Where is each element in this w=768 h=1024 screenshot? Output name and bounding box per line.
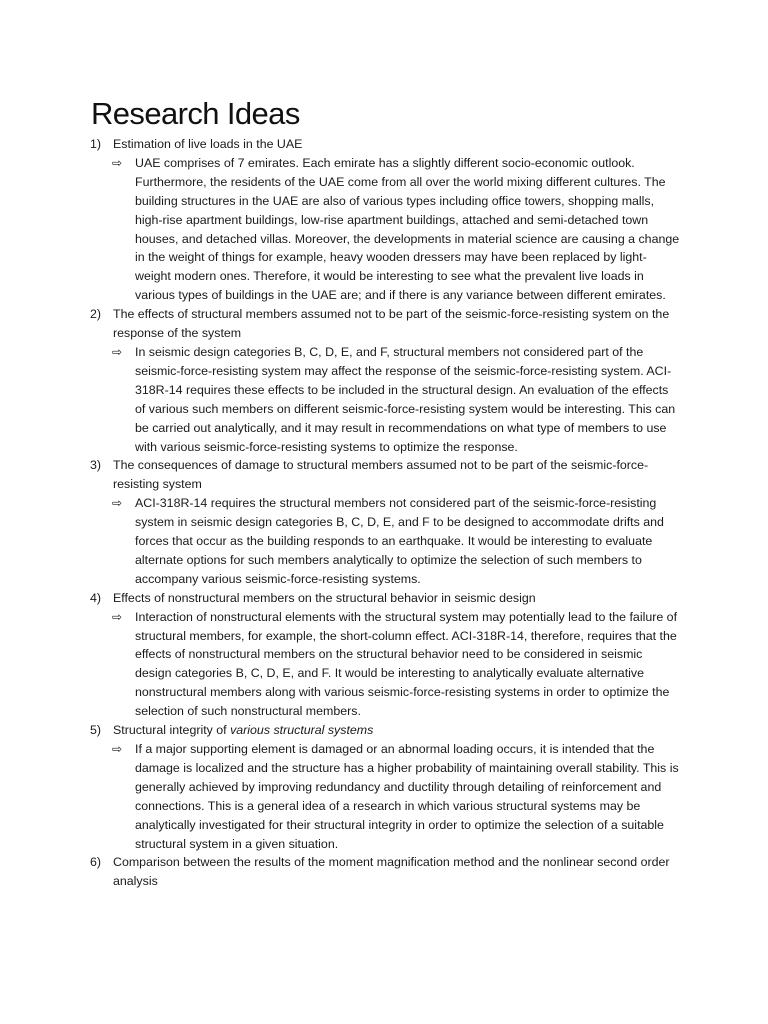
item-text: In seismic design categories B, C, D, E, and F, structural members not considered part of the seismic-force-resisting system may affect the response of the seismic-force-resisting system. ACI-318R-14 requires these effects to be included in the structural design. An evaluation of the effects of various such members on different seismic-force-resisting system would be interesting. This can be carried out analytically, and it may result in recommendations on what type of members to use with various seismic-force-resisting systems to optimize the response. <box>135 344 676 454</box>
item-description <box>0 494 681 589</box>
item-description <box>0 343 681 456</box>
item-heading: The effects of structural members assumed not to be part of the seismic-force-resisting system on the response of the system <box>113 307 670 341</box>
research-list <box>0 135 768 891</box>
list-item <box>0 853 677 891</box>
list-item <box>0 305 677 343</box>
arrow-icon: ⇨ <box>112 742 123 756</box>
list-item <box>0 721 677 740</box>
item-number: 2) <box>90 307 102 322</box>
item-number: 3) <box>90 458 102 473</box>
item-description <box>0 740 681 853</box>
item-text: UAE comprises of 7 emirates. Each emirate has a slightly different socio-economic outlook. Furthermore, the residents of the UAE come from all over the world mixing different cultures. The building structures in the UAE are also of various types including office towers, shopping malls, high-rise apartment buildings, low-rise apartment buildings, attached and semi-detached town houses, and detached villas. Moreover, the developments in material science are causing a change in the weight of things for example, heavy wooden dressers may have been replaced by light-weight modern ones. Therefore, it would be interesting to see what the prevalent live loads in various types of buildings in the UAE are; and if there is any variance between different emirates. <box>135 155 680 303</box>
item-heading: Estimation of live loads in the UAE <box>113 137 303 151</box>
item-text: Interaction of nonstructural elements with the structural system may potentially lead to the failure of structural members, for example, the short-column effect. ACI-318R-14, therefore, requires that the effects of nonstructural members on the structural behavior need to be considered in seismic design categories B, C, D, E, and F. It would be interesting to analytically evaluate alternative nonstructural members along with various seismic-force-resisting systems in order to optimize the selection of such nonstructural members. <box>135 609 678 719</box>
item-text: If a major supporting element is damaged or an abnormal loading occurs, it is intended that the damage is localized and the structure has a higher probability of maintaining overall stability. This is generally achieved by improving redundancy and ductility through detailing of reinforcement and connections. This is a general idea of a research in which various structural systems may be analytically investigated for their structural integrity in order to optimize the selection of a suitable structural system in a given situation. <box>135 742 679 851</box>
item-heading: Structural integrity of <box>113 723 231 738</box>
item-heading: Comparison between the results of the moment magnification method and the nonlinear second order analysis <box>113 855 670 889</box>
item-heading-italic: various structural systems <box>230 723 374 738</box>
arrow-icon: ⇨ <box>112 496 123 511</box>
list-item <box>0 135 677 154</box>
item-number: 5) <box>90 723 102 738</box>
item-number: 4) <box>90 590 102 605</box>
item-description <box>0 608 681 721</box>
item-heading: Effects of nonstructural members on the structural behavior in seismic design <box>113 590 536 605</box>
arrow-icon: ⇨ <box>112 344 123 359</box>
item-text: ACI-318R-14 requires the structural members not considered part of the seismic-force-resisting system in seismic design categories B, C, D, E, and F to be designed to accommodate drifts and forces that occur as the building responds to an earthquake. It would be interesting to evaluate alternate options for such members analytically to optimize the selection of such members to accompany various seismic-force-resisting systems. <box>135 496 664 586</box>
list-item <box>0 456 677 494</box>
arrow-icon: ⇨ <box>112 609 123 624</box>
item-description <box>0 154 681 305</box>
item-heading: The consequences of damage to structural members assumed not to be part of the seismic-force-resisting system <box>113 458 649 492</box>
page-title: Research Ideas <box>91 96 300 131</box>
arrow-icon: ⇨ <box>112 155 123 170</box>
list-item <box>0 589 677 608</box>
item-number: 1) <box>90 137 102 151</box>
item-number: 6) <box>90 855 102 870</box>
